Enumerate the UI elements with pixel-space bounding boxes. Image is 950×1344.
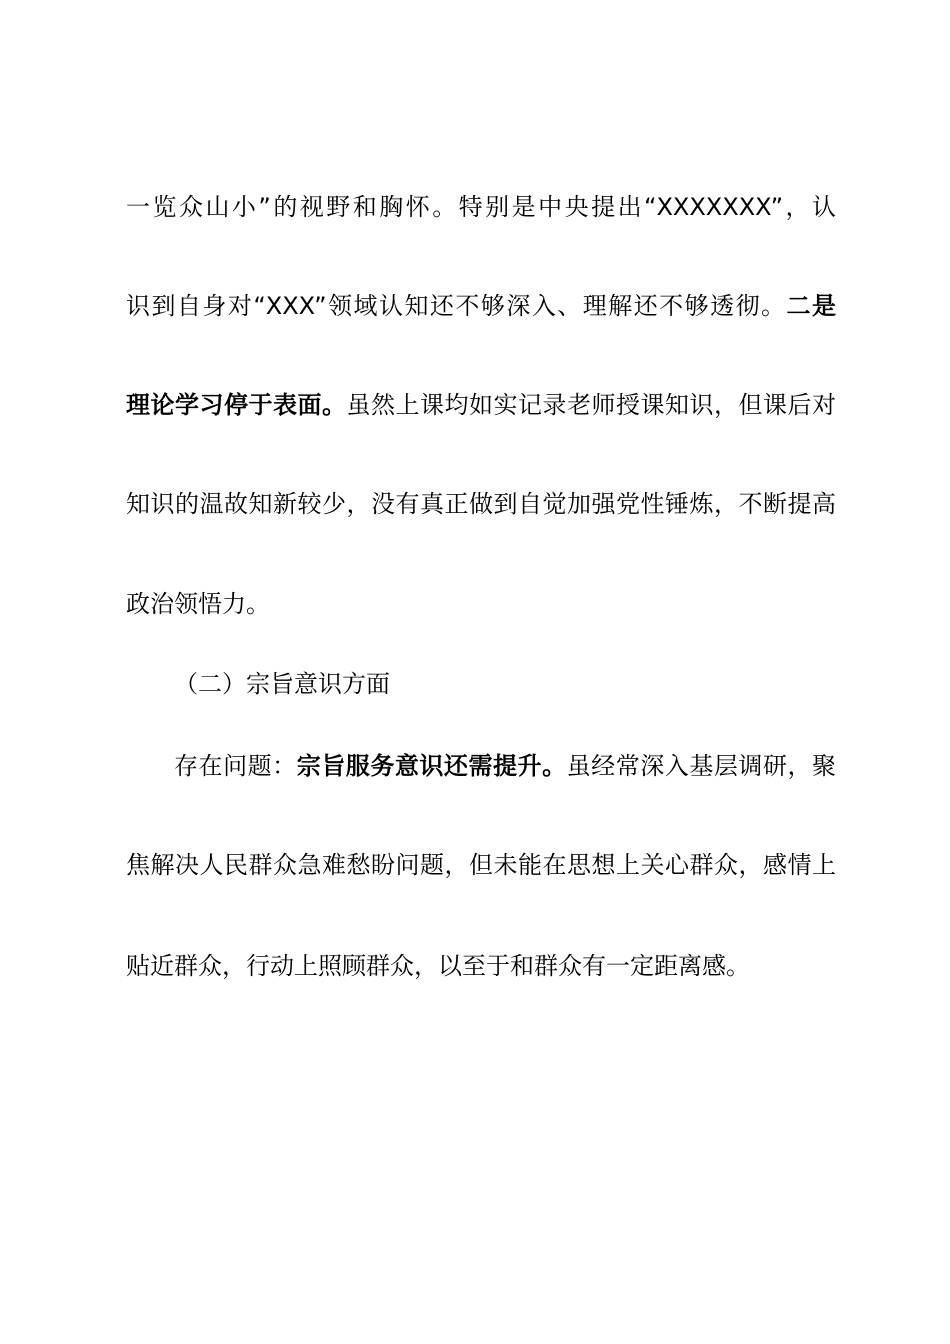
bold-heading-run: 宗旨服务意识还需提升。	[296, 752, 567, 780]
paragraph2-line3	[126, 946, 836, 986]
paragraph2-line1	[174, 746, 836, 786]
text-run: 政治领悟力。	[126, 590, 270, 618]
label-run: 存在问题：	[174, 752, 297, 780]
paragraph1-line1	[126, 187, 836, 227]
paragraph1-line4	[126, 484, 836, 524]
bold-heading-run: 理论学习停于表面。	[126, 391, 347, 419]
text-run: （二）宗旨意识方面	[174, 670, 390, 698]
paragraph2-line2	[126, 845, 836, 885]
text-run: 贴近群众，行动上照顾群众，以至于和群众有一定距离感。	[126, 952, 750, 980]
paragraph1-line5	[126, 584, 836, 624]
paragraph1-line2	[126, 286, 836, 326]
text-run: 虽经常深入基层调研，聚	[566, 752, 836, 780]
paragraph1-line3	[126, 385, 836, 425]
section-heading	[174, 664, 836, 704]
text-run: 焦解决人民群众急难愁盼问题，但未能在思想上关心群众，感情上	[126, 851, 836, 879]
text-run: 虽然上课均如实记录老师授课知识，但课后对	[346, 391, 836, 419]
text-run: 知识的温故知新较少，没有真正做到自觉加强党性锤炼，不断提高	[126, 490, 836, 518]
bold-heading-run: 二是	[786, 292, 836, 320]
text-run: 一览众山小”的视野和胸怀。特别是中央提出“XXXXXXX”，认	[126, 193, 836, 221]
text-run: 识到自身对“XXX”领域认知还不够深入、理解还不够透彻。	[126, 292, 787, 320]
